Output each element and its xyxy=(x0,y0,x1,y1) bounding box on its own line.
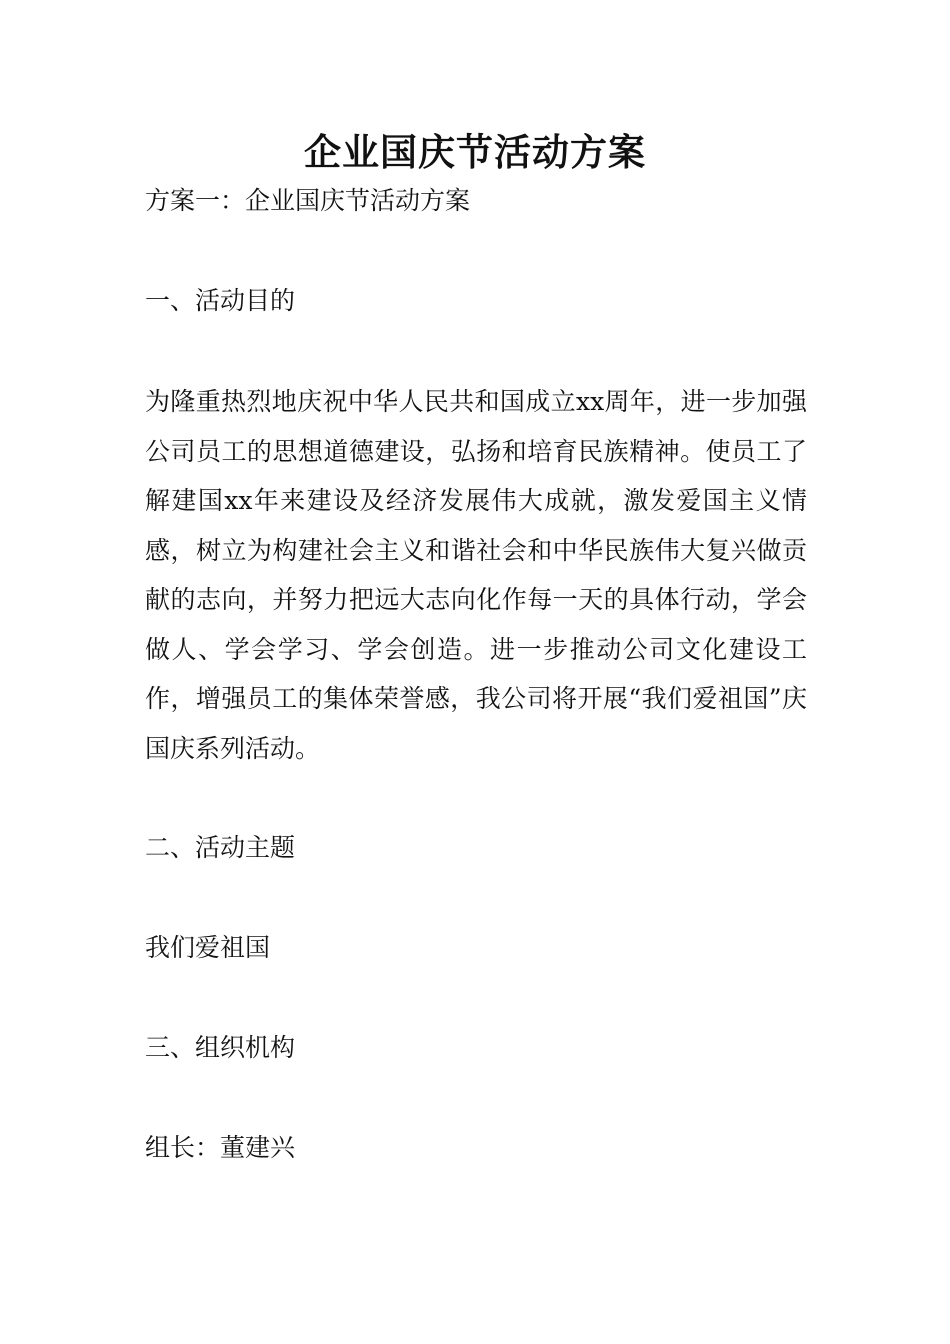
plan-subtitle: 方案一：企业国庆节活动方案 xyxy=(145,186,471,215)
section-body-theme: 我们爱祖国 xyxy=(145,933,271,962)
section-heading-organization: 三、组织机构 xyxy=(145,1033,296,1062)
section-body-organization: 组长：董建兴 xyxy=(145,1133,296,1162)
section-body-purpose: 为隆重热烈地庆祝中华人民共和国成立xx周年，进一步加强公司员工的思想道德建设，弘扬和培育民族精神。使员工了解建国xx年来建设及经济发展伟大成就，激发爱国主义情感，树立为构建社会主义和谐社会和中华民族伟大复兴做贡献的志向，并努力把远大志向化作每一天的具体行动，学会做人、学会学习、学会创造。进一步推动公司文化建设工作，增强员工的集体荣誉感，我公司将开展“我们爱祖国”庆国庆系列活动。 xyxy=(145,387,807,763)
section-heading-purpose: 一、活动目的 xyxy=(145,286,296,315)
document-title: 企业国庆节活动方案 xyxy=(304,130,646,174)
section-heading-theme: 二、活动主题 xyxy=(145,833,296,862)
